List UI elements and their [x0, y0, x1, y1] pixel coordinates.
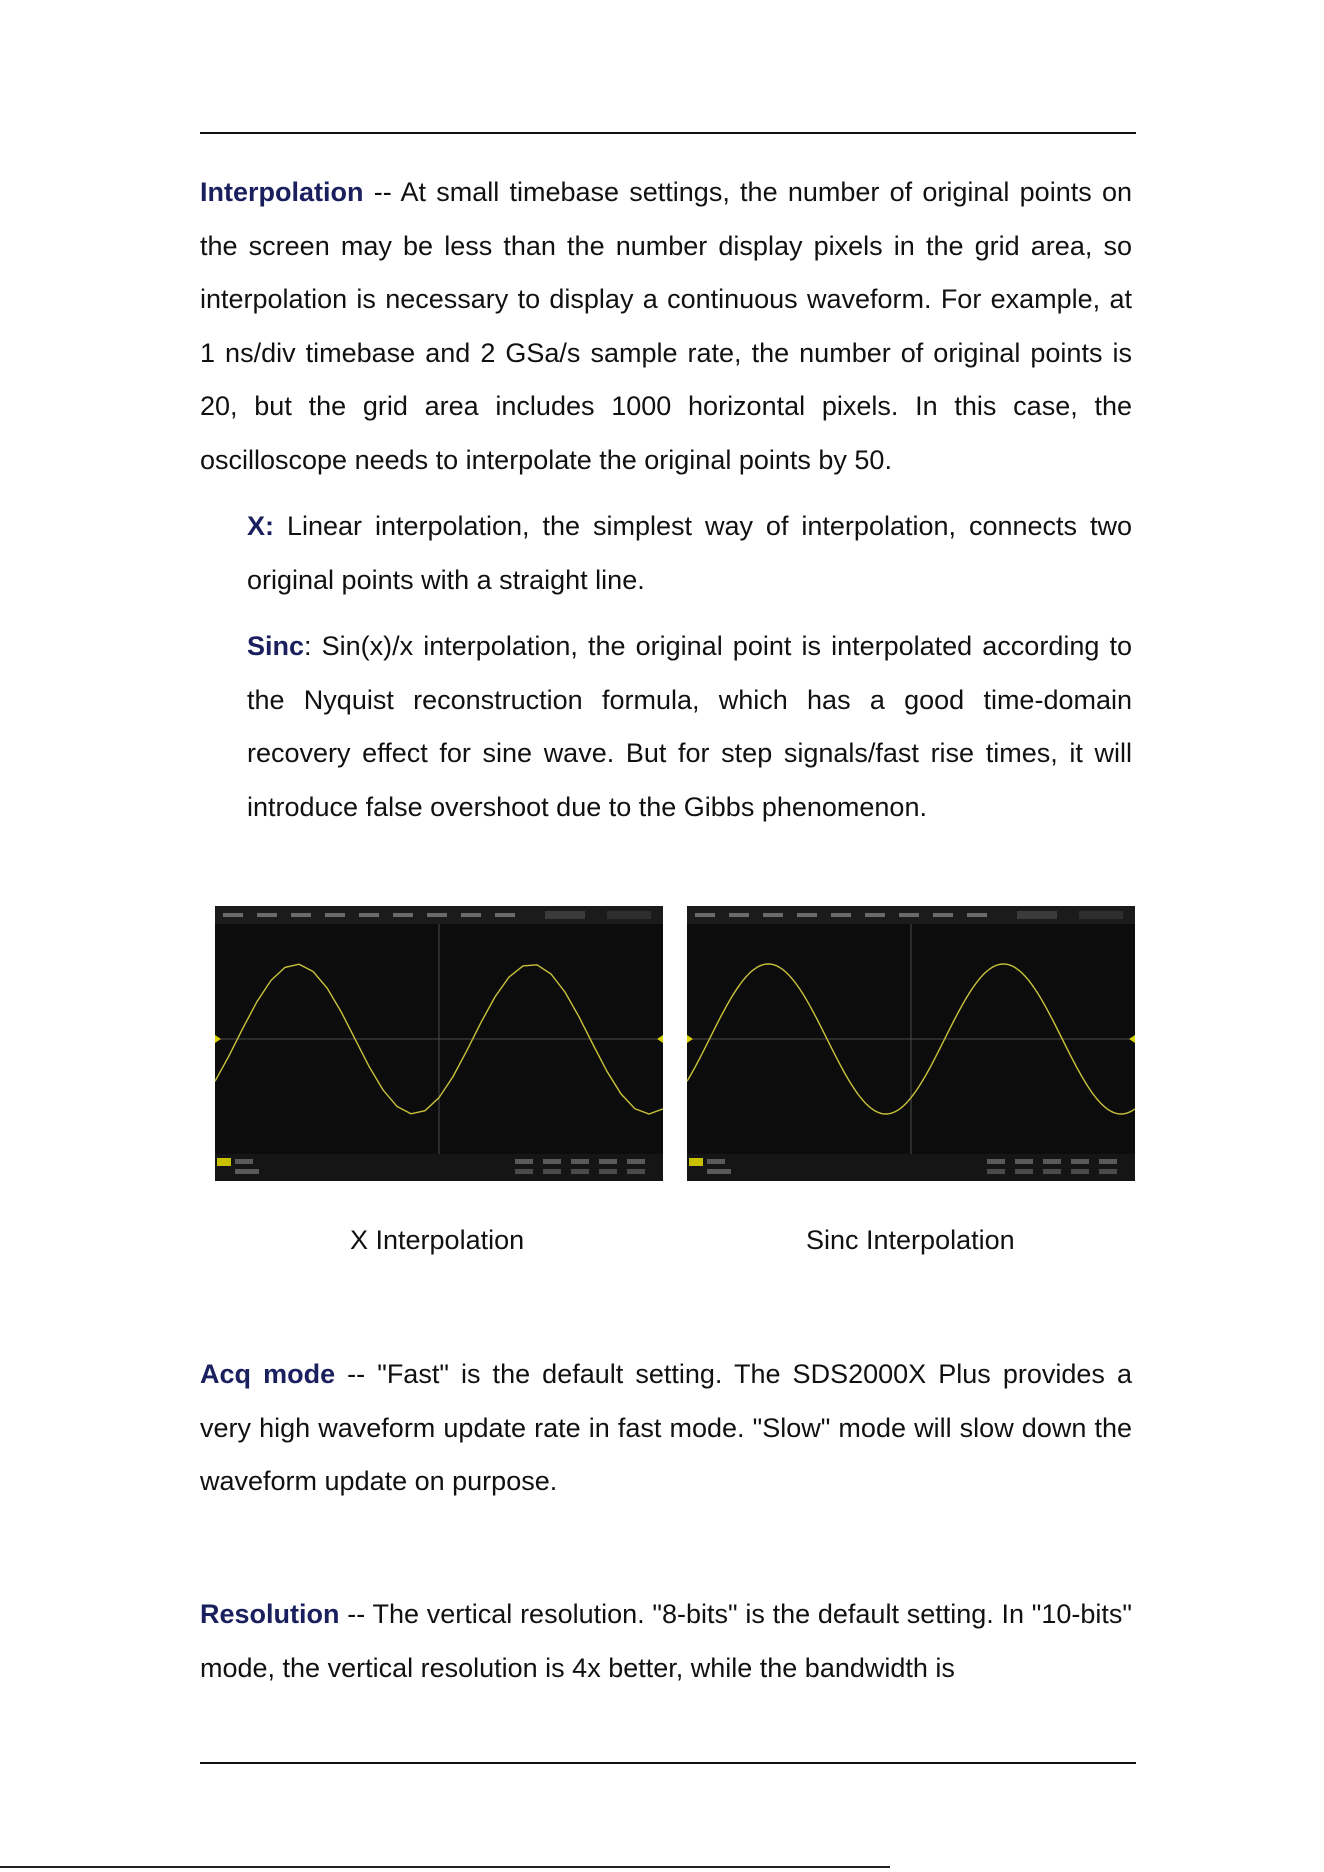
status-item — [599, 1159, 617, 1164]
status-item — [543, 1169, 561, 1174]
interpolation-paragraph — [200, 166, 1132, 487]
resolution-paragraph — [200, 1588, 1132, 1695]
status-item — [1015, 1169, 1033, 1174]
status-item — [235, 1169, 259, 1174]
sinc-mode-text: : Sin(x)/x interpolation, the original point is interpolated according to the Nyquist reconstruction formula, which has a good time-domain recovery effect for sine wave. But for step signals/fast rise times, it will introduce false overshoot due to the Gibbs phenomenon. — [247, 631, 1132, 822]
level-marker-icon — [215, 1035, 221, 1043]
status-item — [987, 1169, 1005, 1174]
status-item — [707, 1159, 725, 1164]
toolbar-item — [729, 913, 749, 917]
status-item — [987, 1159, 1005, 1164]
acq-mode-text: -- "Fast" is the default setting. The SDS2000X Plus provides a very high waveform update rate in fast mode. "Slow" mode will slow down the waveform update on purpose. — [200, 1359, 1132, 1496]
interpolation-term: Interpolation — [200, 177, 364, 207]
toolbar-item — [291, 913, 311, 917]
channel-badge — [689, 1158, 703, 1166]
toolbar-item — [967, 913, 987, 917]
toolbar-item — [461, 913, 481, 917]
toolbar-item — [495, 913, 515, 917]
toolbar-item — [831, 913, 851, 917]
trigger-marker-icon — [657, 1035, 663, 1043]
x-interpolation-scope-screenshot — [215, 906, 663, 1181]
toolbar-item — [393, 913, 413, 917]
toolbar-item — [865, 913, 885, 917]
x-mode-term: X: — [247, 511, 274, 541]
status-item — [1071, 1159, 1089, 1164]
scope-status-bar — [215, 1154, 663, 1181]
status-item — [515, 1169, 533, 1174]
scope-status-bar — [687, 1154, 1135, 1181]
acq-mode-paragraph — [200, 1348, 1132, 1509]
status-item — [599, 1169, 617, 1174]
status-item — [1043, 1169, 1061, 1174]
status-item — [1099, 1169, 1117, 1174]
toolbar-item — [223, 913, 243, 917]
status-item — [235, 1159, 253, 1164]
acq-mode-term: Acq mode — [200, 1359, 336, 1389]
status-item — [627, 1159, 645, 1164]
sinc-interpolation-waveform — [687, 906, 1135, 1181]
header-rule — [200, 132, 1136, 134]
sinc-interpolation-caption: Sinc Interpolation — [806, 1225, 1015, 1255]
sinc-interpolation-scope-screenshot — [687, 906, 1135, 1181]
trigger-marker-icon — [1129, 1035, 1135, 1043]
status-item — [571, 1169, 589, 1174]
footer-rule — [200, 1762, 1136, 1764]
status-item — [627, 1169, 645, 1174]
status-item — [543, 1159, 561, 1164]
status-item — [515, 1159, 533, 1164]
status-item — [1043, 1159, 1061, 1164]
sinc-mode-term: Sinc — [247, 631, 305, 661]
status-item — [571, 1159, 589, 1164]
toolbar-item — [933, 913, 953, 917]
resolution-term: Resolution — [200, 1599, 340, 1629]
toolbar-item — [257, 913, 277, 917]
interpolation-text: -- At small timebase settings, the number of original points on the screen may be less than the number display pixels in the grid area, so interpolation is necessary to display a continuous waveform. For example, at 1 ns/div timebase and 2 GSa/s sample rate, the number of original points is 20, but the grid area includes 1000 horizontal pixels. In this case, the oscilloscope needs to interpolate the original points by 50. — [200, 177, 1132, 475]
status-item — [1071, 1169, 1089, 1174]
channel-badge — [217, 1158, 231, 1166]
x-interpolation-waveform — [215, 906, 663, 1181]
status-item — [1015, 1159, 1033, 1164]
page-edge-rule — [0, 1866, 890, 1868]
toolbar-readout — [1017, 911, 1057, 919]
toolbar-item — [695, 913, 715, 917]
status-item — [707, 1169, 731, 1174]
x-interpolation-caption: X Interpolation — [350, 1225, 525, 1255]
sinc-mode-paragraph — [247, 620, 1132, 834]
toolbar-readout — [545, 911, 585, 919]
toolbar-item — [899, 913, 919, 917]
toolbar-item — [797, 913, 817, 917]
x-mode-text: Linear interpolation, the simplest way of interpolation, connects two original points with a straight line. — [247, 511, 1132, 595]
toolbar-item — [763, 913, 783, 917]
toolbar-item — [325, 913, 345, 917]
toolbar-readout — [1079, 911, 1123, 919]
toolbar-item — [427, 913, 447, 917]
status-item — [1099, 1159, 1117, 1164]
toolbar-readout — [607, 911, 651, 919]
resolution-text: -- The vertical resolution. "8-bits" is the default setting. In "10-bits" mode, the vertical resolution is 4x better, while the bandwidth is — [200, 1599, 1132, 1683]
x-mode-paragraph — [247, 500, 1132, 607]
level-marker-icon — [687, 1035, 693, 1043]
toolbar-item — [359, 913, 379, 917]
